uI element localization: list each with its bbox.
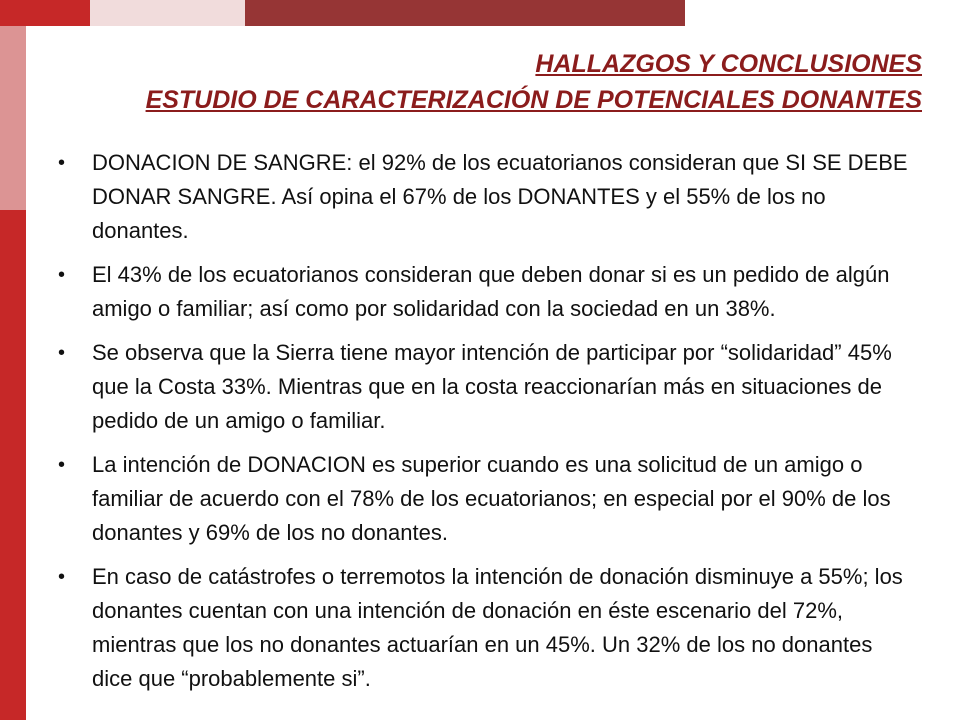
bullet-icon: • [58, 342, 66, 364]
side-accent-bar-red [0, 210, 26, 720]
bullet-icon: • [58, 264, 66, 286]
findings-list [56, 146, 916, 706]
slide-title-line-1: HALLAZGOS Y CONCLUSIONES [535, 50, 922, 78]
bullet-icon: • [58, 152, 66, 174]
finding-item [56, 560, 916, 696]
slide-title [102, 46, 922, 118]
slide-title-line-2: ESTUDIO DE CARACTERIZACIÓN DE POTENCIALES DONANTES [145, 86, 922, 114]
bullet-icon: • [58, 566, 66, 588]
finding-item [56, 258, 916, 326]
top-accent-bar-light [90, 0, 245, 26]
side-accent-bar-pink [0, 26, 26, 210]
finding-text: Se observa que la Sierra tiene mayor intención de participar por “solidaridad” 45% que la Costa 33%. Mientras que en la costa reaccionarían más en situaciones de pedido de un amigo o familiar. [92, 340, 892, 433]
finding-text: DONACION DE SANGRE: el 92% de los ecuatorianos consideran que SI SE DEBE DONAR SANGRE. Así opina el 67% de los DONANTES y el 55% de los no donantes. [92, 150, 908, 243]
finding-item [56, 448, 916, 550]
finding-text: En caso de catástrofes o terremotos la intención de donación disminuye a 55%; los donantes cuentan con una intención de donación en éste escenario del 72%, mientras que los no donantes actuarían en un 45%. Un 32% de los no donantes dice que “probablemente si”. [92, 564, 903, 691]
finding-item [56, 146, 916, 248]
finding-item [56, 336, 916, 438]
bullet-icon: • [58, 454, 66, 476]
top-accent-bar-dark [245, 0, 685, 26]
top-accent-bar-red [0, 0, 90, 26]
finding-text: La intención de DONACION es superior cuando es una solicitud de un amigo o familiar de acuerdo con el 78% de los ecuatorianos; en especial por el 90% de los donantes y 69% de los no donantes. [92, 452, 891, 545]
finding-text: El 43% de los ecuatorianos consideran que deben donar si es un pedido de algún amigo o familiar; así como por solidaridad con la sociedad en un 38%. [92, 262, 890, 321]
